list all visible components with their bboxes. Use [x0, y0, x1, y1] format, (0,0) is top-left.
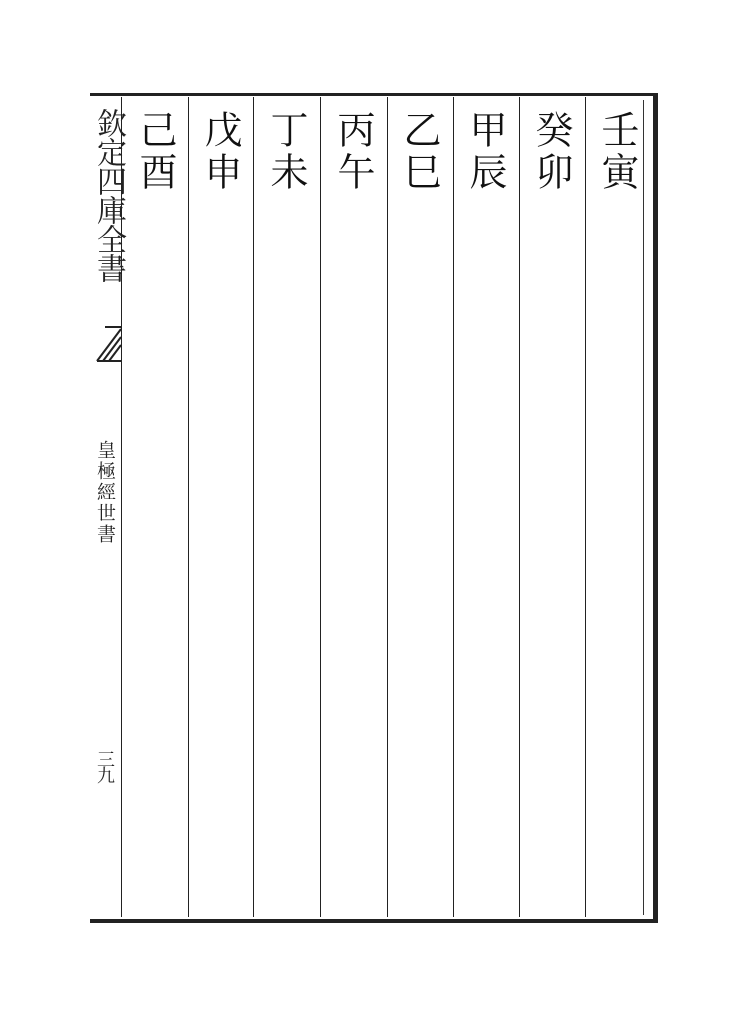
page-number: 三九 — [94, 750, 115, 782]
entry-yi-si: 乙巳 — [397, 110, 441, 194]
column-divider — [188, 97, 189, 917]
page-margin — [91, 100, 126, 915]
page-frame — [90, 93, 658, 923]
entry-jia-chen: 甲辰 — [463, 110, 507, 194]
column-divider — [453, 97, 454, 917]
entry-wu-shen: 戊申 — [198, 110, 242, 194]
column-divider — [253, 97, 254, 917]
fish-tail-mark-icon — [95, 325, 123, 363]
column-divider — [585, 97, 586, 917]
frame-inner-line — [643, 100, 644, 915]
entry-ji-you: 己酉 — [133, 110, 177, 194]
book-title: 皇極經世書 — [94, 440, 116, 545]
entry-gui-mao: 癸卯 — [529, 110, 573, 194]
collection-title: 欽定四庫全書 — [91, 108, 126, 282]
entry-ding-wei: 丁未 — [264, 110, 308, 194]
column-divider — [387, 97, 388, 917]
column-divider — [519, 97, 520, 917]
entry-bing-wu: 丙午 — [331, 110, 375, 194]
entry-ren-yin: 壬寅 — [595, 110, 639, 194]
column-divider — [320, 97, 321, 917]
